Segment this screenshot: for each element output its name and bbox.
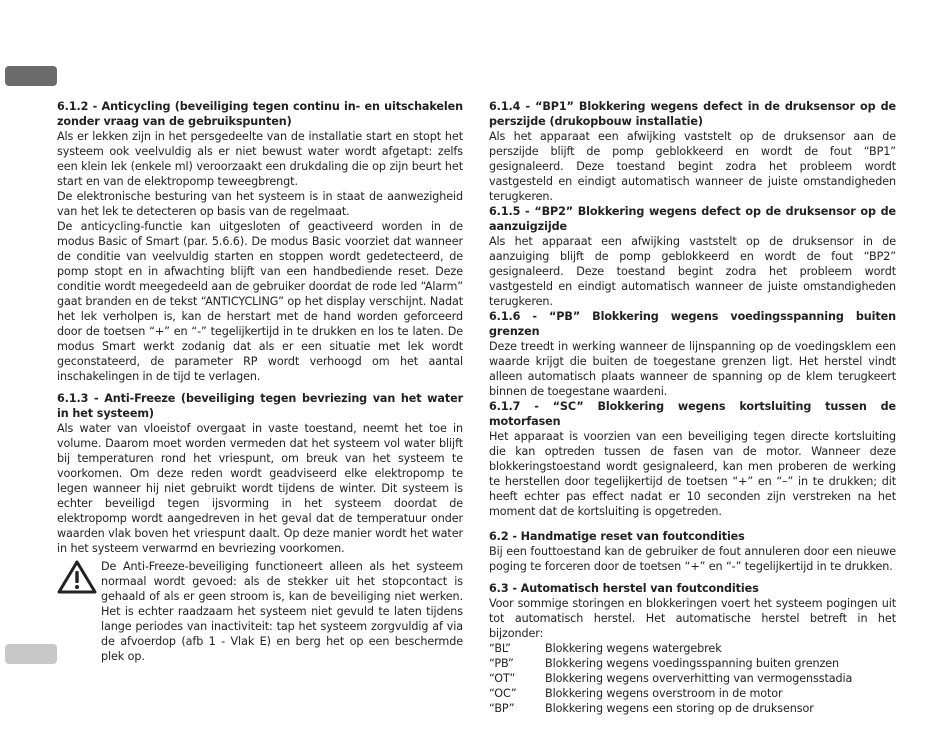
code-row [489, 641, 852, 656]
code-label: “BL” [489, 642, 511, 655]
code-label: “OT” [489, 672, 516, 685]
code-description: Blokkering wegens overstroom in de motor [545, 687, 783, 700]
section-6-2-paragraph: Bij een fouttoestand kan de gebruiker de fout annuleren door een nieuwe poging te forceren door de toetsen “+” en “-” tegelijkertijd in te drukken. [489, 545, 896, 573]
code-row [489, 671, 852, 686]
section-6-2-heading: 6.2 - Handmatige reset van foutcondities [489, 530, 745, 543]
code-description: Blokkering wegens oververhitting van vermogensstadia [545, 672, 853, 685]
code-description: Blokkering wegens voedingsspanning buiten grenzen [545, 657, 840, 670]
section-6-1-5-paragraph: Als het apparaat een afwijking vaststelt op de druksensor in de aanzuiging blijft de pomp geblokkeerd en wordt de fout “BP2” gesignaleerd. Deze toestand begint zodra het probleem wordt vastgesteld en eindigt automatisch wanneer de juiste omstandigheden terugkeren. [489, 235, 896, 308]
section-6-1-3-heading: 6.1.3 - Anti-Freeze (beveiliging tegen bevriezing van het water in het systeem) [57, 392, 463, 420]
section-6-1-4-paragraph: Als het apparaat een afwijking vaststelt op de druksensor aan de perszijde blijft de pomp geblokkeerd en wordt de fout “BP1” gesignaleerd. Deze toestand begint zodra het probleem wordt vastgesteld en eindigt automatisch wanneer de juiste omstandigheden terugkeren. [489, 130, 896, 203]
section-6-1-2-paragraph-1: Als er lekken zijn in het persgedeelte van de installatie start en stopt het systeem ook veelvuldig als er niet bewust water wordt afgetapt: zelfs een klein lek (enkele ml) veroorzaakt een drukdaling die op zijn beurt het start en van de elektropomp teweegbrengt. [57, 130, 463, 188]
section-6-3-paragraph: Voor sommige storingen en blokkeringen voert het systeem pogingen uit tot automatisch herstel. Het automatische herstel betreft in het bijzonder: [489, 597, 896, 640]
section-6-1-7-paragraph: Het apparaat is voorzien van een beveiliging tegen directe kortsluiting die kan optreden tussen de fasen van de motor. Wanneer deze blokkeringstoestand wordt gesignaleerd, kan men proberen de werking te herstellen door tegelijkertijd de toetsen “+” en “–” in te drukken; dit heeft echter pas effect nadat er 10 seconden zijn verstreken na het moment dat de kortsluiting is opgetreden. [489, 430, 896, 518]
section-6-1-3-paragraph-1: Als water van vloeistof overgaat in vaste toestand, neemt het toe in volume. Daarom moet worden vermeden dat het systeem vol water blijft bij temperaturen rond het vriespunt, om breuk van het systeem te voorkomen. Om deze reden wordt geadviseerd elke elektropomp te legen wanneer hij niet gebruikt wordt tijdens de winter. Dit systeem is echter beveiligd tegen ijsvorming in het systeem doordat de elektropomp wordt aangedreven in het geval dat de temperatuur onder waarden vlak boven het vriespunt daalt. Op deze manier wordt het water in het systeem verwarmd en bevriezing voorkomen. [57, 422, 463, 555]
code-label: “PB” [489, 657, 514, 670]
section-6-1-6-heading: 6.1.6 - “PB” Blokkering wegens voedingsspanning buiten grenzen [489, 310, 896, 338]
code-row [489, 656, 852, 671]
warning-triangle-icon [57, 560, 97, 594]
section-6-3-heading: 6.3 - Automatisch herstel van foutcondities [489, 582, 759, 595]
section-6-1-4-heading: 6.1.4 - “BP1” Blokkering wegens defect in de druksensor op de perszijde (drukopbouw installatie) [489, 100, 896, 128]
section-6-1-7-heading: 6.1.7 - “SC” Blokkering wegens kortsluiting tussen de motorfasen [489, 400, 896, 428]
section-6-1-2-heading: 6.1.2 - Anticycling (beveiliging tegen continu in- en uitschakelen zonder vraag van de gebruikspunten) [57, 100, 463, 128]
warning-note [57, 559, 463, 664]
section-6-1-6-paragraph: Deze treedt in werking wanneer de lijnspanning op de voedingsklem een waarde krijgt die buiten de toegestane grenzen ligt. Het herstel vindt alleen automatisch plaats wanneer de spanning op de klem terugkeert binnen de toegestane waardeni. [489, 340, 896, 398]
code-label: “BP” [489, 702, 515, 715]
code-description: Blokkering wegens een storing op de druksensor [545, 702, 814, 715]
section-6-1-5-heading: 6.1.5 - “BP2” Blokkering wegens defect op de druksensor op de aanzuigzijde [489, 205, 896, 233]
code-row [489, 701, 852, 716]
right-column [489, 99, 896, 716]
page-tab-marker-bottom [5, 644, 57, 664]
left-column [57, 99, 463, 664]
warning-text: De Anti-Freeze-beveiliging functioneert alleen als het systeem normaal wordt gevoed: als de stekker uit het stopcontact is gehaald of als er geen stroom is, kan de beveiliging niet werken. Het is echter raadzaam het systeem niet gevuld te laten tijdens lange periodes van inactiviteit: tap het systeem zorgvuldig af via de afvoerdop (afb 1 - Vlak E) en berg het op een beschermde plek op. [101, 560, 463, 663]
page-tab-marker-top [5, 66, 57, 86]
section-6-1-2-paragraph-3: De anticycling-functie kan uitgesloten of geactiveerd worden in de modus Basic of Smart (par. 5.6.6). De modus Basic voorziet dat wanneer de conditie van veelvuldig starten en stoppen wordt gedetecteerd, de pomp stopt en in afwachting blijft van een handbediende reset. Deze conditie wordt meegedeeld aan de gebruiker doordat de rode led “Alarm” gaat branden en de tekst “ANTICYCLING” op het display verschijnt. Nadat het lek verholpen is, kan de herstart met de hand worden geforceerd door de toetsen “+” en “-” tegelijkertijd in te drukken en los te laten. De modus Smart werkt zodanig dat als er een situatie met lek wordt geconstateerd, de parameter RP wordt verhoogd om het aantal inschakelingen in de tijd te verlagen. [57, 220, 463, 383]
code-label: “OC” [489, 687, 517, 700]
code-description: Blokkering wegens watergebrek [545, 642, 722, 655]
section-6-1-2-paragraph-2: De elektronische besturing van het systeem is in staat de aanwezigheid van het lek te detecteren op basis van de regelmaat. [57, 190, 463, 218]
auto-reset-code-list [489, 641, 852, 716]
code-row [489, 686, 852, 701]
